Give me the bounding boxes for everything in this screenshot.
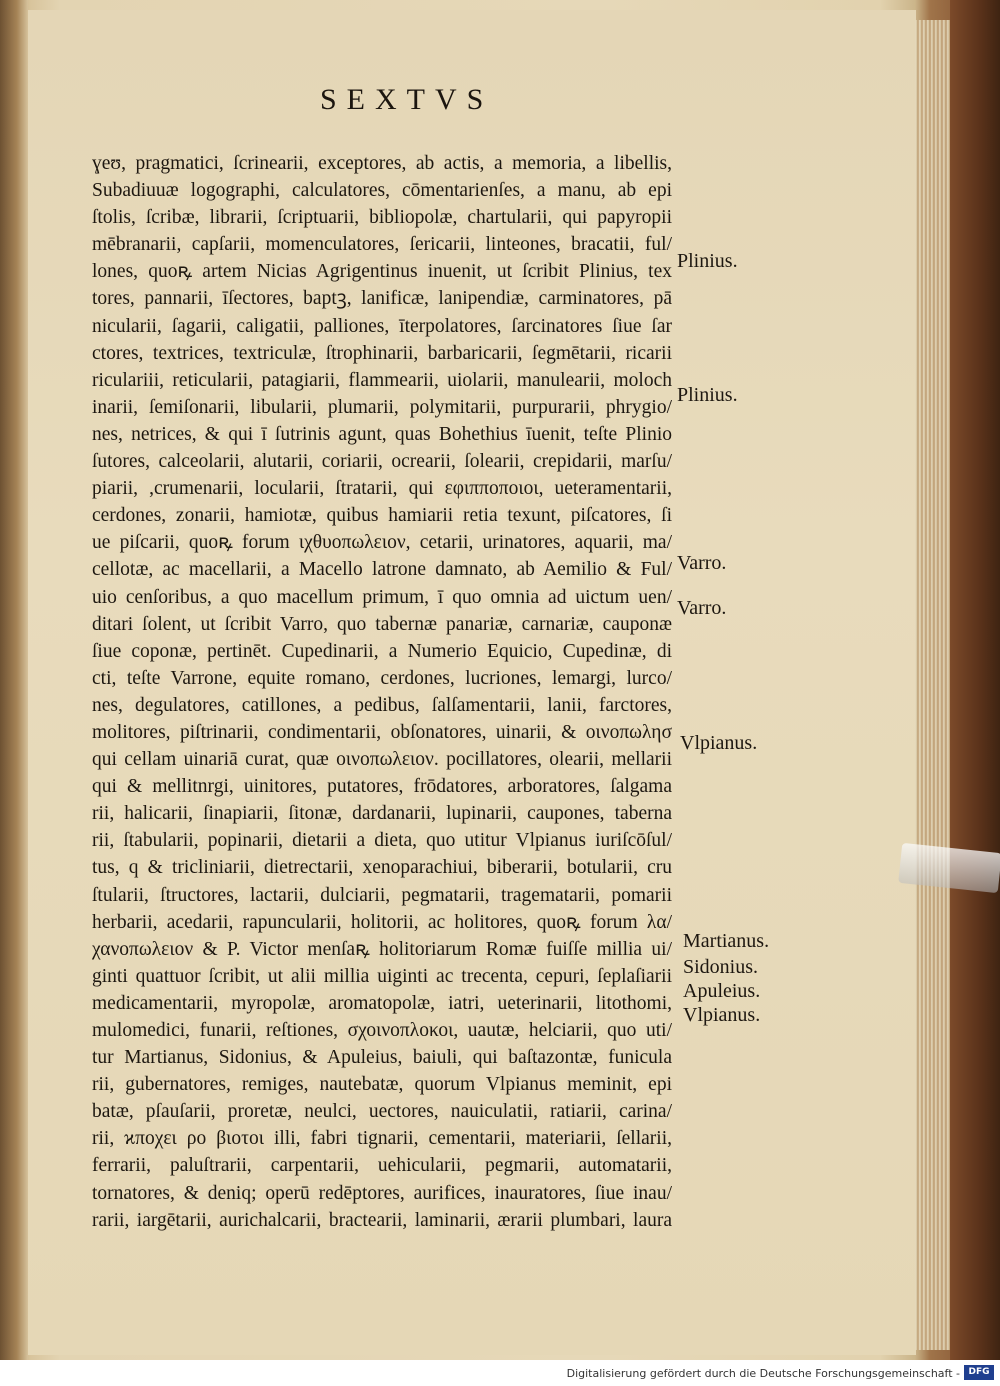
text-line: cellotæ, ac macellarii, a Macello latrone damnato, ab Aemilio & Ful/ [92,559,672,581]
footer-bar [0,1360,1000,1386]
text-line: tores, pannarii, īſectores, baptꝫ, lanificæ, lanipendiæ, carminatores, pā [92,288,672,310]
text-line: qui & mellitnrgi, uinitores, putatores, frōdatores, arboratores, ſalgama [92,776,672,798]
binding-gutter [0,0,28,1360]
text-line: mulomedici, funarii, reſtiones, σχοινοπλοκοι, uautæ, helciarii, quo uti/ [92,1020,672,1041]
running-head: SEXTVS [320,83,494,116]
margin-note: Apuleius. [683,980,761,1002]
text-line: χανοπωλειον & P. Victor menſaꝶ holitoriarum Romæ fuiſſe millia ui/ [92,938,672,960]
margin-note: Varro. [677,552,727,574]
text-line: rii, halicarii, ſinapiarii, ſitonæ, dardanarii, lupinarii, caupones, taberna [92,803,672,825]
text-line: ferrarii, paluſtrarii, carpentarii, uehicularii, pegmarii, automatarii, [92,1155,672,1177]
body-text [92,150,672,1234]
text-line: medicamentarii, myropolæ, aromatopolæ, iatri, ueterinarii, litothomi, [92,992,672,1014]
text-line: mēbranarii, capſarii, momenculatores, ſericarii, linteones, bracatii, ful/ [92,234,672,256]
text-line: ginti quattuor ſcribit, ut alii millia uiginti ac trecenta, cepuri, ſeplaſiarii [92,965,672,987]
text-line: nicularii, ſagarii, caligatii, palliones, īterpolatores, ſarcinatores ſiue ſar [92,315,672,337]
text-line: lones, quoꝶ artem Nicias Agrigentinus inuenit, ut ſcribit Plinius, tex [92,261,672,283]
text-line: rii, ϰποχει ρο βιοτοι illi, fabri tignarii, cementarii, materiarii, ſellarii, [92,1128,672,1150]
text-line: rii, gubernatores, remiges, nautebatæ, quorum Vlpianus meminit, epi [92,1074,672,1096]
text-line: cti, teſte Varrone, equite romano, cerdones, lucriones, lemargi, lurco/ [92,667,672,689]
margin-note: Sidonius. [683,956,759,978]
margin-note: Vlpianus. [680,732,758,754]
text-line: tur Martianus, Sidonius, & Apuleius, baiuli, qui baſtazontæ, funicula [92,1047,672,1069]
text-line: Subadiuuæ logographi, calculatores, cōmentarienſes, a manu, ab epi [92,180,672,202]
text-line: ſiue coponæ, pertinēt. Cupedinarii, a Numerio Equicio, Cupedinæ, di [92,640,672,662]
text-line: riculariii, reticularii, patagiarii, flammearii, uiolarii, manulearii, moloch [92,369,672,391]
text-line: qui cellam uinariā curat, quæ οινοπωλειον. pocillatores, olearii, mellarii [92,749,672,771]
text-line: rarii, iargētarii, aurichalcarii, bractearii, laminarii, ærarii plumbari, laura [92,1209,672,1231]
funding-credit: Digitalisierung gefördert durch die Deutsche Forschungsgemeinschaft - [566,1367,960,1380]
text-line: ue piſcarii, quoꝶ forum ιχθυοπωλειον, cetarii, urinatores, aquarii, ma/ [92,532,672,554]
text-line: ditari ſolent, ut ſcribit Varro, quo tabernæ panariæ, carnariæ, cauponæ [92,613,672,635]
margin-note: Plinius. [677,250,738,272]
text-line: tornatores, & deniq; operū redēptores, aurifices, inauratores, ſiue inau/ [92,1182,672,1204]
dfg-logo: DFG [964,1365,994,1380]
text-line: rii, ſtabularii, popinarii, dietarii a dieta, quo utitur Vlpianus iuriſcōſul/ [92,830,672,852]
text-line: nes, degulatores, catillones, a pedibus, ſalſamentarii, lanii, farctores, [92,694,672,716]
text-line: nes, netrices, & qui ī ſutrinis agunt, quas Bohethius īuenit, teſte Plinio [92,423,672,445]
text-line: uio cenſoribus, a quo macellum primum, ī quo omnia ad uictum uen/ [92,586,672,608]
text-line: ſutores, calceolarii, alutarii, coriarii, ocrearii, ſolearii, crepidarii, marſu/ [92,451,672,473]
margin-note: Martianus. [683,930,770,952]
text-line: tus, q & tricliniarii, dietrectarii, xenoparachiui, biberarii, botularii, cru [92,857,672,879]
text-line: molitores, piſtrinarii, condimentarii, obſonatores, uinarii, & οινοπωλησ [92,721,672,743]
margin-note: Vlpianus. [683,1004,761,1026]
margin-note: Plinius. [677,384,738,406]
text-line: cerdones, zonarii, hamiotæ, quibus hamiarii retia texunt, piſcatores, ſi [92,505,672,527]
text-line: ctores, textrices, textriculæ, ſtrophinarii, barbaricarii, ſegmētarii, ricarii [92,342,672,364]
leather-cover [950,0,1000,1360]
page-edges [915,20,955,1350]
text-line: ɣeʊ, pragmatici, ſcrinearii, exceptores, ab actis, a memoria, a libellis, [92,153,672,174]
text-line: ſtularii, ſtructores, lactarii, dulciarii, pegmatarii, tragematarii, pomarii [92,884,672,906]
text-line: herbarii, acedarii, rapuncularii, holitorii, ac holitores, quoꝶ forum λα/ [92,911,672,933]
text-line: batæ, pſauſarii, proretæ, neulci, uectores, nauiculatii, ratiarii, carina/ [92,1101,672,1123]
margin-note: Varro. [677,597,727,619]
text-line: inarii, ſemiſonarii, libularii, plumarii, polymitarii, purpurarii, phrygio/ [92,396,672,418]
text-line: piarii, ,crumenarii, locularii, ſtratarii, qui ɛφιπποποιοι, ueteramentarii, [92,478,672,500]
text-line: ſtolis, ſcribæ, librarii, ſcriptuarii, bibliopolæ, chartularii, qui papyropii [92,207,672,229]
